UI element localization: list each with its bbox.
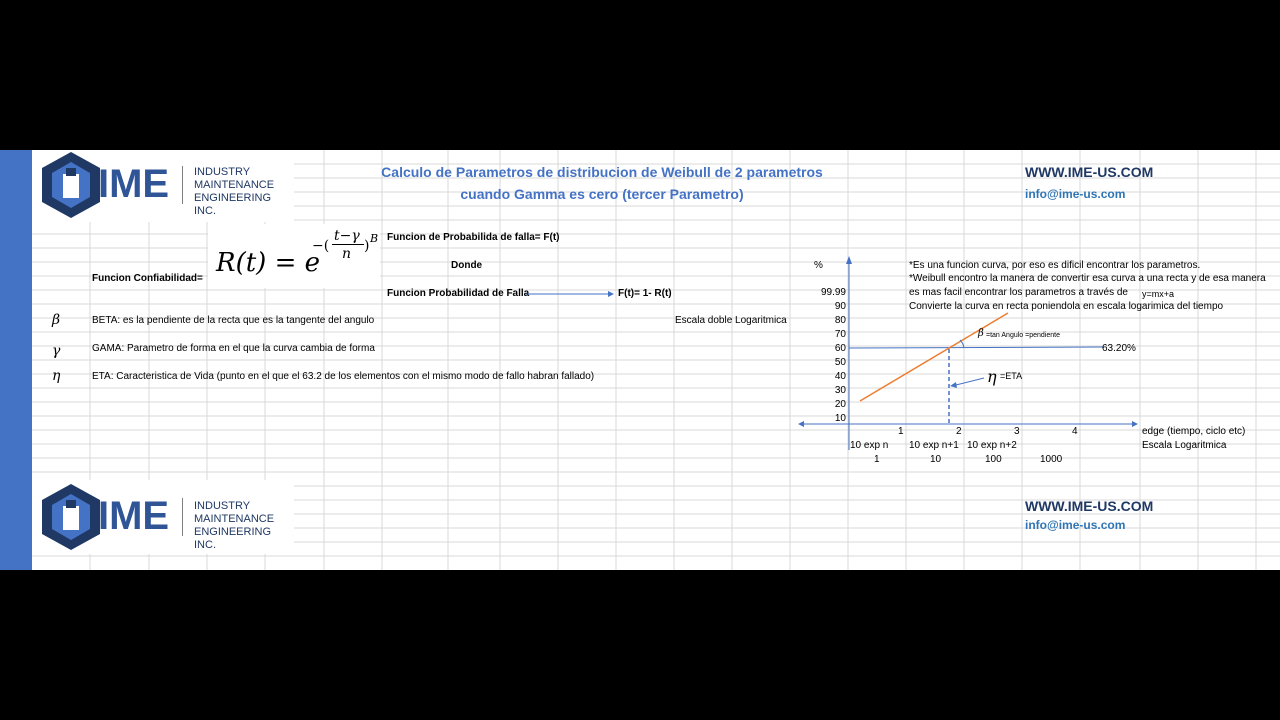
funcion-prob-falla-label: Funcion Probabilidad de Falla xyxy=(387,288,530,299)
funcion-confiabilidad-label: Funcion Confiabilidad= xyxy=(92,273,203,284)
website-link[interactable]: WWW.IME-US.COM xyxy=(1025,164,1154,180)
x-tick-4: 4 xyxy=(1072,426,1078,437)
note-1: *Es una funcion curva, por eso es dificil encontrar los parametros. xyxy=(909,260,1201,271)
x-axis-right-arrow-icon xyxy=(1132,421,1138,427)
exp-label-n: 10 exp n xyxy=(850,440,889,451)
y-tick-40: 40 xyxy=(834,371,846,382)
x-axis-left-arrow-icon xyxy=(798,421,804,427)
x-tick-3: 3 xyxy=(1014,426,1020,437)
x-tick-1: 1 xyxy=(898,426,904,437)
ime-logo-mark: IME xyxy=(98,162,170,206)
y-axis-arrow-icon xyxy=(846,256,852,264)
y-tick-80: 80 xyxy=(834,315,846,326)
ime-hexagon-icon xyxy=(36,150,106,220)
logo-bottom-line1: INDUSTRY xyxy=(194,500,251,512)
prob-falla-title: Funcion de Probabilida de falla= F(t) xyxy=(387,232,560,243)
eta-chart-symbol: η xyxy=(987,367,997,386)
edge-label: edge (tiempo, ciclo etc) xyxy=(1142,426,1246,437)
exp-label-n1: 10 exp n+1 xyxy=(909,440,959,451)
y-tick-10: 10 xyxy=(834,413,846,424)
ime-logo-bottom xyxy=(32,480,294,554)
ft-equation: F(t)= 1- R(t) xyxy=(618,288,672,299)
beta-symbol: β xyxy=(52,312,61,328)
y-tick-30: 30 xyxy=(834,385,846,396)
y-tick-70: 70 xyxy=(834,329,846,340)
logo-bottom-divider xyxy=(182,498,183,536)
ime-logo-bottom-mark: IME xyxy=(98,494,170,538)
reliability-formula: R(t) = e −( t−γ n ) B xyxy=(208,224,380,288)
exp-label-n2: 10 exp n+2 xyxy=(967,440,1017,451)
ime-logo-top xyxy=(32,150,294,222)
row-header-strip xyxy=(0,150,32,570)
escala-log-label: Escala Logaritmica xyxy=(1142,440,1227,451)
logo-line2: MAINTENANCE xyxy=(194,179,275,191)
spreadsheet-view xyxy=(0,150,1280,570)
y-tick-99-99: 99.99 xyxy=(820,287,846,298)
footer-email-link[interactable]: info@ime-us.com xyxy=(1025,518,1126,532)
beta-definition: BETA: es la pendiente de la recta que es la tangente del angulo xyxy=(92,315,375,326)
beta-chart-symbol: β xyxy=(978,328,984,339)
cell-grid[interactable] xyxy=(32,150,1280,570)
log-value-10: 10 xyxy=(930,454,942,465)
eta-arrow xyxy=(956,378,984,385)
eta-chart-note: =ETA xyxy=(1000,371,1023,381)
logo-bottom-line3: ENGINEERING INC. xyxy=(194,526,272,551)
eta-definition: ETA: Caracteristica de Vida (punto en el que el 63.2 de los elementos con el mismo modo de fallo habran fallado) xyxy=(92,371,595,382)
log-value-1000: 1000 xyxy=(1040,454,1063,465)
y-tick-50: 50 xyxy=(834,357,846,368)
logo-line1: INDUSTRY xyxy=(194,166,251,178)
logo-line3: ENGINEERING INC. xyxy=(194,192,272,217)
beta-chart-note: =tan Angulo =pendiente xyxy=(986,332,1060,339)
page-title-line1: Calculo de Parametros de distribucion de Weibull de 2 parametros xyxy=(381,164,823,180)
x-tick-2: 2 xyxy=(956,426,962,437)
line-63-2 xyxy=(849,347,1104,348)
eta-symbol: η xyxy=(52,368,61,384)
log-value-100: 100 xyxy=(985,454,1002,465)
eq-line: y=mx+a xyxy=(1142,289,1175,299)
log-value-1: 1 xyxy=(874,454,880,465)
logo-bottom-line2: MAINTENANCE xyxy=(194,513,275,525)
y-tick-60: 60 xyxy=(834,343,846,354)
page-title-line2: cuando Gamma es cero (tercer Parametro) xyxy=(460,186,744,202)
footer-website-link[interactable]: WWW.IME-US.COM xyxy=(1025,498,1154,514)
note-2: *Weibull encontro la manera de convertir esa curva a una recta y de esa manera xyxy=(909,273,1266,284)
note-4: Convierte la curva en recta poniendola en escala logarimica del tiempo xyxy=(909,301,1224,312)
arrow-right-icon xyxy=(524,288,616,300)
eta-arrow-head-icon xyxy=(950,382,957,388)
gamma-definition: GAMA: Parametro de forma en el que la curva cambia de forma xyxy=(92,343,375,354)
logo-divider xyxy=(182,166,183,204)
note-3: es mas facil encontrar los parametros a través de xyxy=(909,287,1128,298)
pct-6320-label: 63.20% xyxy=(1102,343,1136,354)
y-tick-90: 90 xyxy=(834,301,846,312)
gamma-symbol: γ xyxy=(52,343,61,359)
donde-label: Donde xyxy=(451,260,483,271)
percent-label: % xyxy=(814,260,823,271)
ime-hexagon-bottom-icon xyxy=(36,482,106,552)
y-tick-20: 20 xyxy=(834,399,846,410)
email-link[interactable]: info@ime-us.com xyxy=(1025,187,1126,201)
weibull-fit-line xyxy=(860,313,1008,401)
escala-doble-label: Escala doble Logaritmica xyxy=(675,315,787,326)
